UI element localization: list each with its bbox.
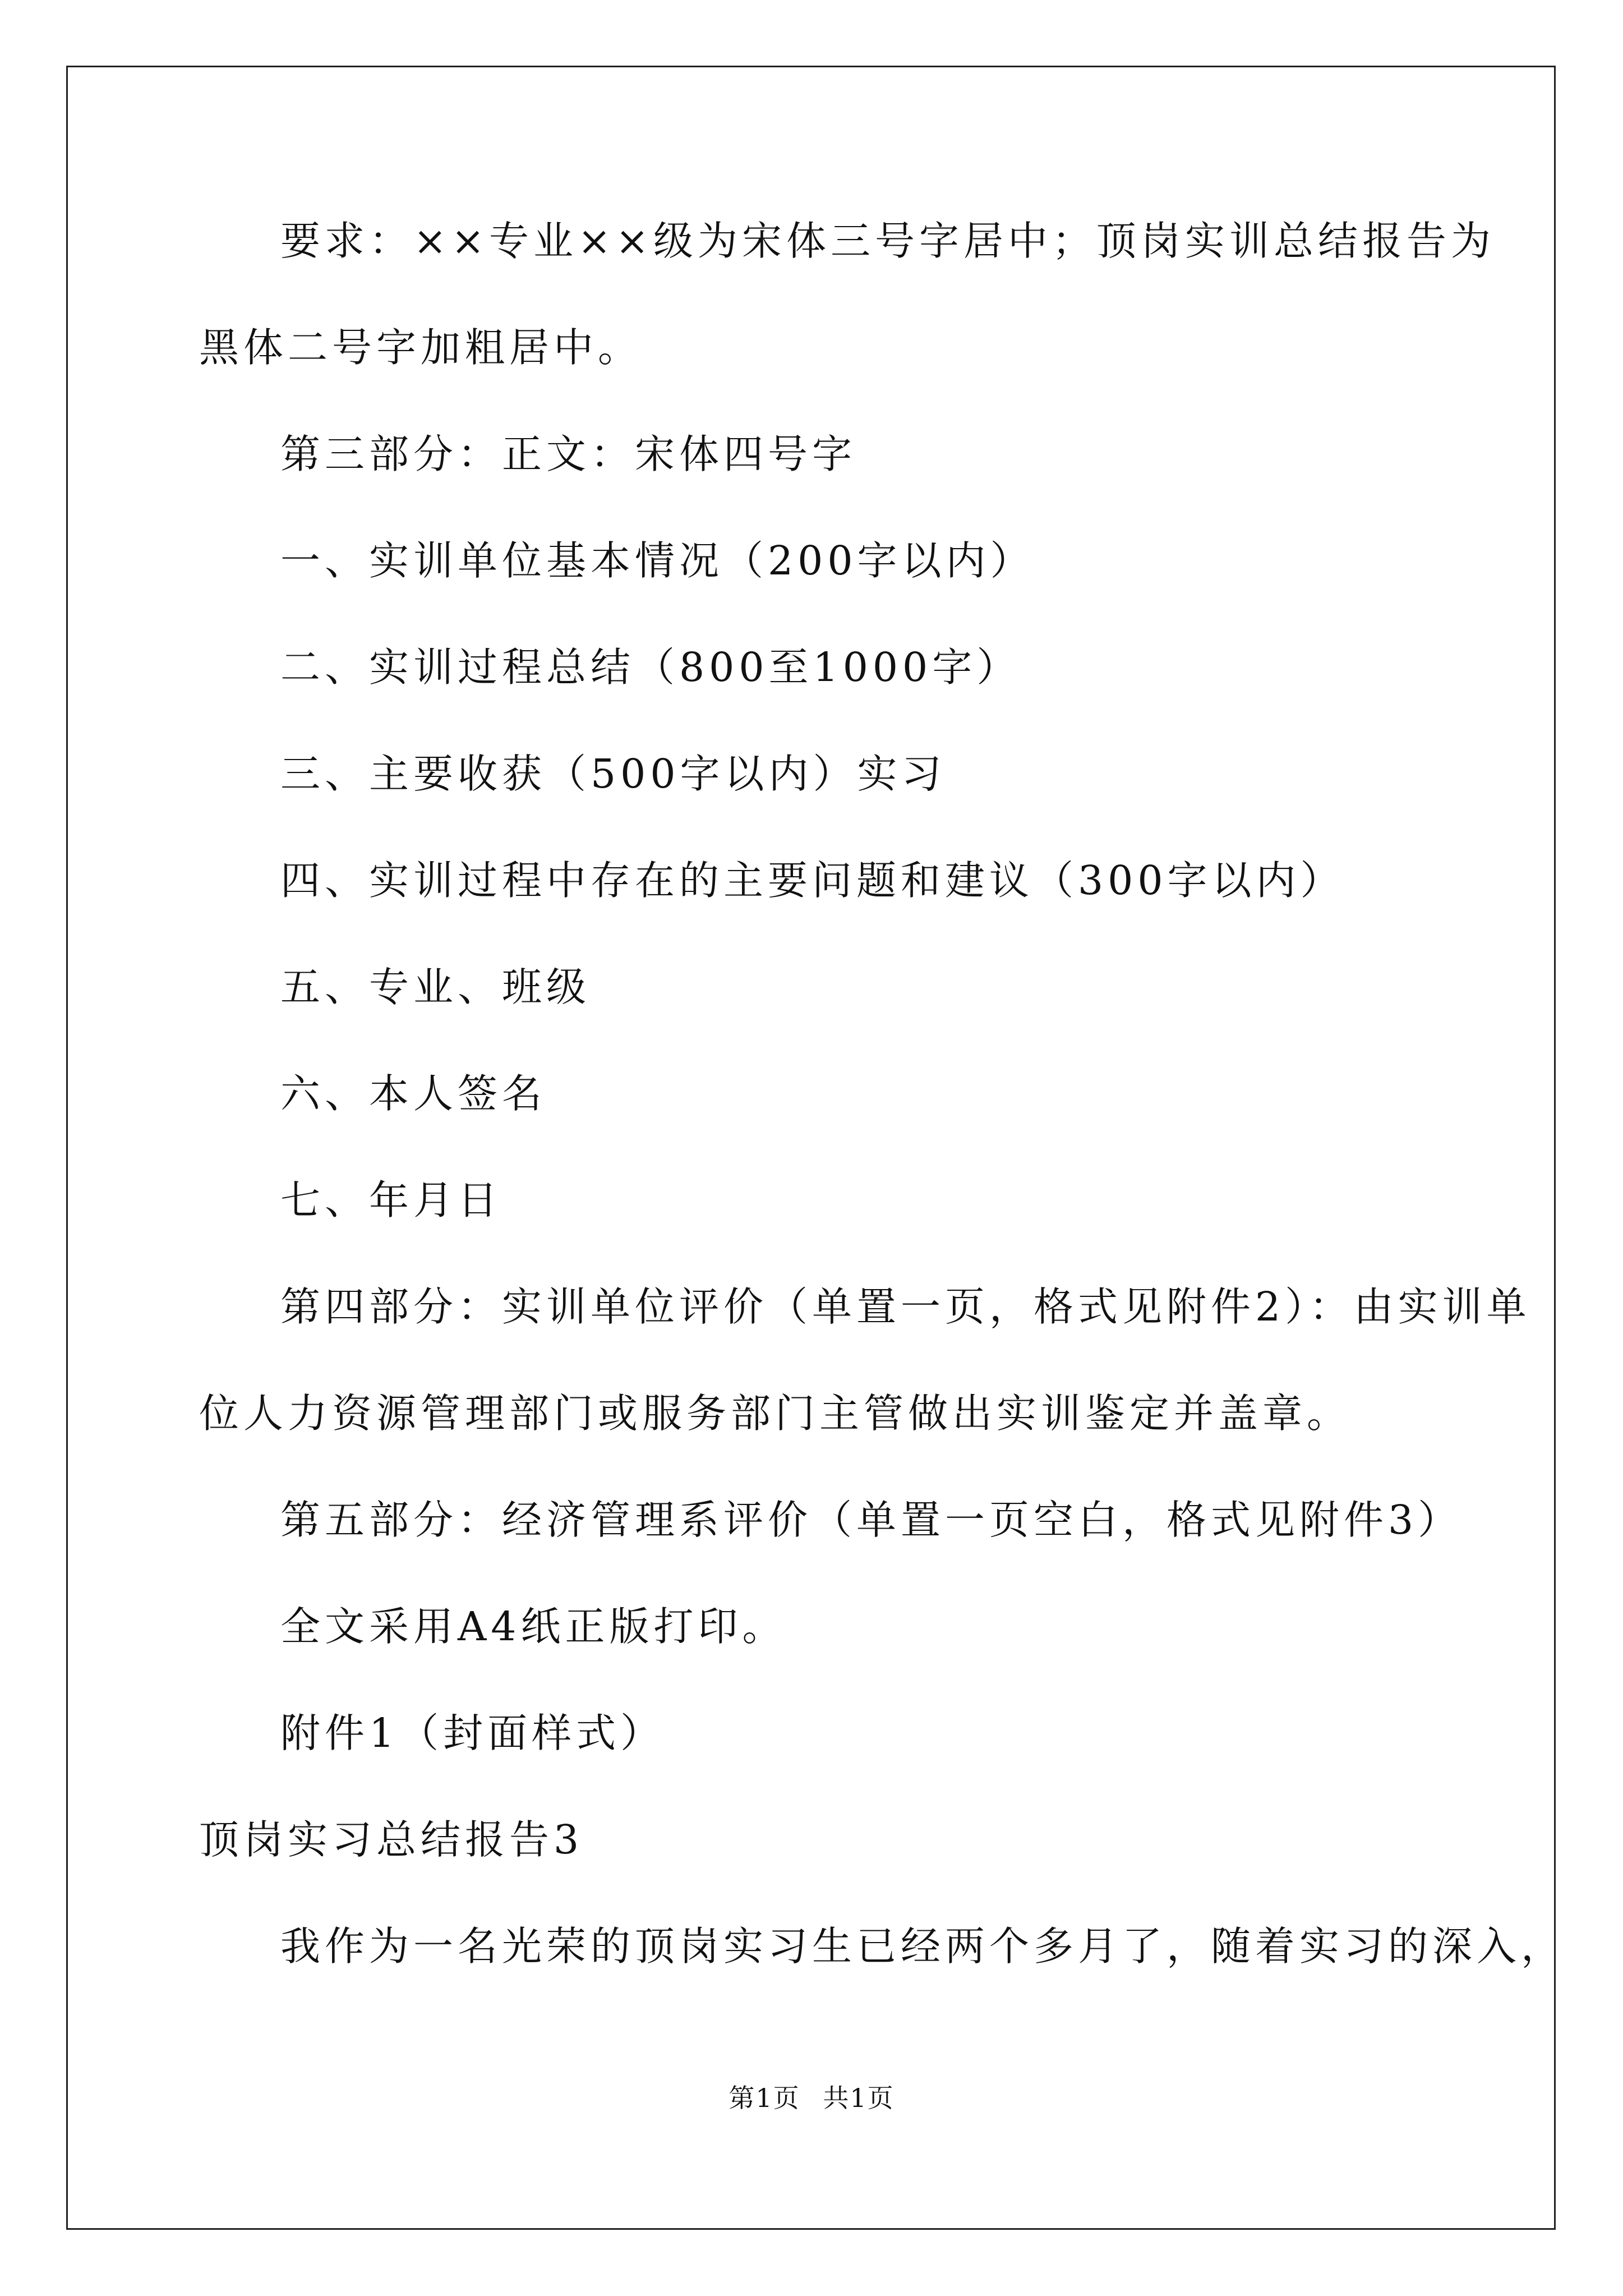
- paragraph-requirement: 要求：××专业××级为宋体三号字居中；顶岗实训总结报告为: [280, 218, 1495, 264]
- section-part-three: 第三部分：正文：宋体四号字: [280, 431, 857, 477]
- report-heading: 顶岗实习总结报告3: [199, 1816, 584, 1863]
- list-item-4: 四、实训过程中存在的主要问题和建议（300字以内）: [280, 857, 1345, 904]
- list-item-1: 一、实训单位基本情况（200字以内）: [280, 537, 1035, 584]
- section-part-five: 第五部分：经济管理系评价（单置一页空白，格式见附件3）: [280, 1497, 1463, 1543]
- list-item-6: 六、本人签名: [280, 1070, 547, 1117]
- list-item-3: 三、主要收获（500字以内）实习: [280, 751, 946, 797]
- section-part-four-cont: 位人力资源管理部门或服务部门主管做出实训鉴定并盖章。: [199, 1390, 1352, 1437]
- list-item-5: 五、专业、班级: [280, 964, 591, 1010]
- paragraph-requirement-cont: 黑体二号字加粗居中。: [199, 324, 643, 371]
- section-part-four: 第四部分：实训单位评价（单置一页，格式见附件2）：由实训单: [280, 1283, 1531, 1330]
- page-border: [66, 66, 1556, 2230]
- page-footer: [0, 2081, 1623, 2115]
- print-note: 全文采用A4纸正版打印。: [280, 1603, 787, 1650]
- page-number-current: 第1页: [728, 2083, 800, 2113]
- page-number-total: 共1页: [823, 2083, 895, 2113]
- list-item-7: 七、年月日: [280, 1177, 502, 1223]
- attachment-label: 附件1（封面样式）: [280, 1710, 665, 1756]
- list-item-2: 二、实训过程总结（800至1000字）: [280, 644, 1021, 691]
- report-paragraph: 我作为一名光荣的顶岗实习生已经两个多月了，随着实习的深入，: [280, 1923, 1566, 1970]
